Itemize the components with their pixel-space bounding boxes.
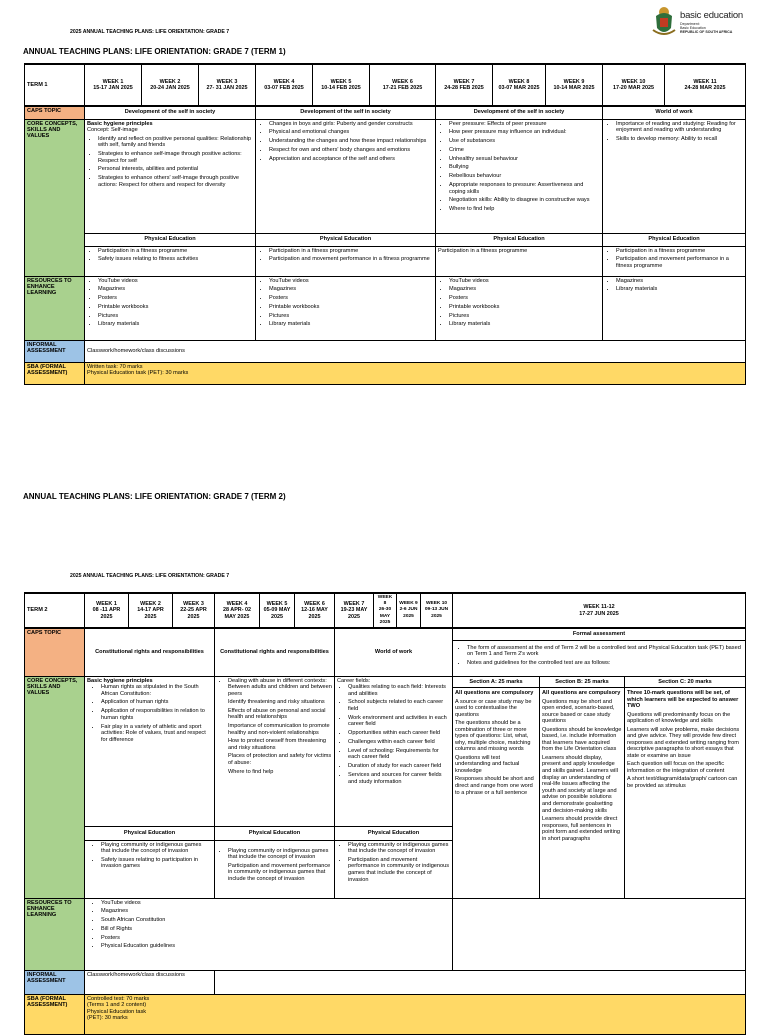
term2-sba-row — [25, 994, 746, 1034]
list-item: • Library materials — [269, 321, 433, 328]
list-item: • Magazines — [98, 286, 253, 293]
list-item: • How peer pressure may influence an individual: — [449, 129, 600, 136]
list-item: • Personal interests, abilities and potential — [98, 166, 253, 173]
list-item: • Application of human rights — [101, 699, 212, 706]
text-line: Learners will solve problems, make decisions and give advice. They will provide few direct responses and extended writing ranging from descriptive paragraphs to short essays that state or examine an issue — [627, 726, 740, 760]
list-item: • Rebellious behaviour — [449, 173, 600, 180]
list-item: • School subjects related to each career field — [348, 699, 450, 712]
pe-heading: Physical Education — [85, 826, 215, 840]
term1-informal-row — [25, 340, 746, 362]
list-item: • Work environment and activities in each career field — [348, 715, 450, 728]
term1-pe-header-row — [25, 233, 746, 246]
text-line: Learners should provide direct responses, full sentences in point form and extended writing in short paragraphs — [542, 815, 621, 842]
pe-cell — [215, 840, 335, 898]
list-item: • The form of assessment at the end of Term 2 will be a controlled test and Physical Education task (PET) based on Term 1 and Term 2's work — [467, 645, 745, 658]
core-cell — [256, 119, 436, 233]
informal-label: INFORMAL ASSESSMENT — [25, 970, 85, 994]
list-item: • Understanding the changes and how these impact relationships — [269, 138, 433, 145]
text-line: Effects of abuse on personal and social health and relationships — [228, 707, 326, 721]
list-item: • YouTube videos — [101, 900, 450, 907]
text-line: How to protect oneself from threatening and risky situations — [228, 738, 326, 751]
list-item: • YouTube videos — [269, 278, 433, 285]
text-line: Identify threatening and risky situations — [228, 699, 325, 706]
term1-core-row — [25, 119, 746, 233]
text-line: Questions may be short and open ended, scenario-based, source based or case study questions — [542, 698, 615, 725]
list-item: • Printable workbooks — [449, 304, 600, 311]
pe-heading: Physical Education — [85, 233, 256, 246]
week-cell: WEEK 10 09-13 JUN 2025 — [421, 593, 453, 628]
caps-topic: Constitutional rights and responsibilities — [85, 628, 215, 676]
running-header-2: 2025 ANNUAL TEACHING PLANS: LIFE ORIENTATION: GRADE 7 — [70, 573, 230, 579]
pe-heading: Physical Education — [335, 826, 453, 840]
list-item: • Unhealthy sexual behaviour — [449, 156, 600, 163]
text-line: All questions are compulsory — [542, 690, 621, 697]
term2-week-header-row — [25, 593, 746, 628]
term-label: TERM 1 — [25, 64, 85, 106]
list-item: • Printable workbooks — [269, 304, 433, 311]
list-item: • Qualities relating to each field: Interests and abilities — [348, 684, 450, 697]
informal-cell: Classwork/homework/class discussions — [85, 970, 215, 994]
week-cell: WEEK 2 14-17 APR 2025 — [129, 593, 173, 628]
week-cell: WEEK 1 15-17 JAN 2025 — [85, 64, 142, 106]
text-line: Questions should be knowledge based, i.e. include information that learners have acquired from the Life Orientation class — [542, 726, 622, 753]
text-line: Importance of communication to promote healthy and non-violent relationships — [228, 723, 330, 736]
list-item: • Printable workbooks — [98, 304, 253, 311]
list-item: • Negotiation skills: Ability to disagree in constructive ways — [449, 197, 600, 204]
list-item: • South African Constitution — [101, 917, 450, 924]
week-cell: WEEK 1 08 -11 APR 2025 — [85, 593, 129, 628]
week-cell: WEEK 5 05-09 MAY 2025 — [260, 593, 295, 628]
list-item: • Participation and movement performance in community or indigenous games that include the concept of invasion — [348, 857, 450, 883]
caps-topic: Development of the self in society — [256, 106, 436, 119]
section-a-cell: Section A: 25 marks All questions are compulsory A source or case study may be used to contextualise the questions The questions should be a combination of three or more types of questions: List, what, why, multiple choice, matching columns and missing words Questions will test understanding and factual knowledge Responses should be short and direct and range from one word to a phrase or a full sentence — [453, 676, 540, 898]
core-cell — [436, 119, 603, 233]
term1-pe-row — [25, 246, 746, 276]
pe-cell: Participation in a fitness programme — [436, 246, 603, 276]
list-item: • Peer pressure: Effects of peer pressure — [449, 121, 600, 128]
list-item: • Magazines — [269, 286, 433, 293]
list-item: • Bullying — [449, 164, 600, 171]
sba-label: SBA (FORMAL ASSESSMENT) — [25, 362, 85, 384]
pe-heading: Physical Education — [603, 233, 746, 246]
term-label: TERM 2 — [25, 593, 85, 628]
list-item: • Pictures — [449, 313, 600, 320]
pe-cell — [85, 840, 215, 898]
list-item: • Level of schooling: Requirements for each career field — [348, 748, 450, 761]
week-cell: WEEK 7 19-23 MAY 2025 — [335, 593, 374, 628]
term2-caps-row — [25, 628, 746, 676]
list-item: • Strategies to enhance others' self-image through positive actions: Respect for others and respect for diversity — [98, 175, 253, 188]
list-item: • Services and sources for career fields and study information — [348, 772, 450, 785]
week-cell: WEEK 8 03-07 MAR 2025 — [493, 64, 546, 106]
term2-informal-row — [25, 970, 746, 994]
text-line: Where to find help — [228, 768, 274, 775]
text-line: A short text/diagram/data/graph/ cartoon can be provided as stimulus — [627, 776, 738, 790]
resources-label: RESOURCES TO ENHANCE LEARNING — [25, 276, 85, 340]
week-cell: WEEK 10 17-20 MAR 2025 — [603, 64, 665, 106]
term1-table — [24, 63, 746, 385]
list-item: • Human rights as stipulated in the South African Constitution: — [101, 684, 212, 697]
pe-cell — [335, 840, 453, 898]
logo-title: basic education — [680, 10, 744, 21]
term1-title: ANNUAL TEACHING PLANS: LIFE ORIENTATION: GRADE 7 (TERM 1) — [23, 47, 286, 56]
list-item: • Posters — [269, 295, 433, 302]
list-item: • Library materials — [616, 286, 743, 293]
list-item: • Library materials — [98, 321, 253, 328]
text-line: Questions will predominantly focus on the application of knowledge and skills — [627, 711, 731, 725]
text-line: Questions will test understanding and factual knowledge — [455, 754, 520, 775]
resources-cell — [256, 276, 436, 340]
text-line: Each question will focus on the specific information or the integration of content — [627, 761, 725, 775]
resources-label: RESOURCES TO ENHANCE LEARNING — [25, 898, 85, 970]
week-cell: WEEK 4 03-07 FEB 2025 — [256, 64, 313, 106]
resources-cell — [85, 898, 453, 970]
week-cell: WEEK 6 17-21 FEB 2025 — [370, 64, 436, 106]
sba-cell: Controlled test: 70 marks (Terms 1 and 2 content) Physical Education task (PET): 30 marks — [85, 994, 746, 1034]
coat-of-arms-icon — [650, 4, 678, 38]
pe-cell — [256, 246, 436, 276]
term2-core-row — [25, 676, 746, 826]
week-cell: WEEK 6 12-16 MAY 2025 — [295, 593, 335, 628]
sba-label: SBA (FORMAL ASSESSMENT) — [25, 994, 85, 1034]
week-cell: WEEK 11 24-28 MAR 2025 — [665, 64, 746, 106]
list-item: • Duration of study for each career field — [348, 763, 450, 770]
list-item: • Magazines — [616, 278, 743, 285]
list-item: • Participation and movement performance in a fitness programme — [269, 256, 433, 263]
text-line: Three 10-mark questions will be set, of which learners will be expected to answer TWO — [627, 690, 739, 710]
text-line: All questions are compulsory — [455, 690, 534, 697]
week-cell: WEEK 4 28 APR- 02 MAY 2025 — [215, 593, 260, 628]
term1-caps-row — [25, 106, 746, 119]
week-cell: WEEK 9 2-6 JUN 2025 — [397, 593, 421, 628]
resources-cell — [85, 276, 256, 340]
list-item: • Participation and movement performance in a fitness programme — [616, 256, 743, 269]
informal-cell: Classwork/homework/class discussions — [85, 340, 746, 362]
logo-subtitle: Department: Basic Education REPUBLIC OF SOUTH AFRICA — [680, 22, 733, 35]
informal-empty — [215, 970, 746, 994]
core2-bullet — [228, 678, 332, 776]
term1-sba-row — [25, 362, 746, 384]
list-item: • Application of responsibilities in relation to human rights — [101, 708, 212, 721]
list-item: • Pictures — [269, 313, 433, 320]
week-cell: WEEK 5 10-14 FEB 2025 — [313, 64, 370, 106]
list-item: • Safety issues relating to fitness activities — [98, 256, 253, 263]
list-item: • Posters — [98, 295, 253, 302]
list-item: • Appropriate responses to pressure: Assertiveness and coping skills — [449, 182, 600, 195]
section-c-cell: Section C: 20 marks Three 10-mark questions will be set, of which learners will be expected to answer TWO Questions will predominantly focus on the application of knowledge and skills Learners will solve problems, make decisions and give advice. They will provide few direct responses and extended writing ranging from descriptive paragraphs to short essays that state or examine an issue Each question will focus on the specific information or the integration of content A short text/diagram/data/graph/ cartoon can be provided as stimulus — [625, 676, 746, 898]
caps-topic: Development of the self in society — [85, 106, 256, 119]
list-item: • Fair play in a variety of athletic and sport activities: Role of values, trust and respect for difference — [101, 724, 212, 744]
list-item: • Magazines — [449, 286, 600, 293]
text-line: Participation and movement performance in community or indigenous games that include the concept of invasion — [228, 862, 331, 882]
resources-empty — [453, 898, 746, 970]
list-item: • Safety issues relating to participation in invasion games — [101, 857, 212, 870]
list-item: • Posters — [449, 295, 600, 302]
caps-topic: Development of the self in society — [436, 106, 603, 119]
list-item: • Crime — [449, 147, 600, 154]
list-item: • Opportunities within each career field — [348, 730, 450, 737]
text-line: The questions should be a combination of three or more types of questions: List, what, why, multiple choice, matching columns and missing words — [455, 720, 531, 753]
list-item: • Appreciation and acceptance of the self and others — [269, 156, 433, 163]
core-cell — [603, 119, 746, 233]
list-item: • Pictures — [98, 313, 253, 320]
caps-label: CAPS TOPIC — [25, 106, 85, 119]
caps-topic: Constitutional rights and responsibilities — [215, 628, 335, 676]
list-item: • Use of substances — [449, 138, 600, 145]
core-cell: Career fields: • Qualities relating to each field: Interests and abilities • School subjects related to each career field • Work environment and activities in each career field • Opportunities within each career field • Challenges within each career field • Level of schooling: Requirements for each career field • Duration of study for each career field • Services and sources for career fields and study information — [335, 676, 453, 826]
core-label: CORE CONCEPTS, SKILLS AND VALUES — [25, 119, 85, 276]
core-cell: Basic hygiene principles Concept: Self-image • Identify and reflect on positive personal qualities: Relationship with self, family and friends • Strategies to enhance self-image through positive actions: Respect for self • Personal interests, abilities and potential • Strategies to enhance others' self-image through positive actions: Respect for others and respect for diversity — [85, 119, 256, 233]
list-item: • Respect for own and others' body changes and emotions — [269, 147, 433, 154]
text-line: • Playing community or indigenous games that include the concept of invasion — [228, 847, 329, 861]
list-item: • Posters — [101, 935, 450, 942]
list-item: • Physical Education guidelines — [101, 943, 450, 950]
week-cell: WEEK 7 24-28 FEB 2025 — [436, 64, 493, 106]
week-cell: WEEK 11-12 17-27 JUN 2025 — [453, 593, 746, 628]
list-item: • Notes and guidelines for the controlled test are as follows: — [467, 660, 745, 667]
list-item: • Strategies to enhance self-image through positive actions: Respect for self — [98, 151, 253, 164]
list-item: • Identify and reflect on positive personal qualities: Relationship with self, family and friends — [98, 136, 253, 149]
list-item: • YouTube videos — [449, 278, 600, 285]
core-cell: Basic hygiene principles • Human rights as stipulated in the South African Constitution: • Application of human rights • Application of responsibilities in relation to human rights • Fair play in a variety of athletic and sport activities: Role of values, trust and respect for difference — [85, 676, 215, 826]
list-item: • Changes in boys and girls: Puberty and gender constructs — [269, 121, 433, 128]
formal-assessment-cell: Formal assessment • The form of assessment at the end of Term 2 will be a controlled test and Physical Education task (PET) based on Term 1 and Term 2's work • Notes and guidelines for the controlled test are as follows: — [453, 628, 746, 676]
pe-cell — [603, 246, 746, 276]
pe-cell — [85, 246, 256, 276]
term2-table — [24, 592, 746, 1035]
text-line: Learners should display, present and apply knowledge and skills gained. Learners will display an understanding of real-life issues affecting the youth and society at large and advise on possible solutions and demonstrate goalsetting and decision-making skills — [542, 754, 618, 814]
list-item: • Playing community or indigenous games that include the concept of invasion — [101, 842, 212, 855]
week-cell: WEEK 3 22-25 APR 2025 — [173, 593, 215, 628]
list-item: • Where to find help — [449, 206, 600, 213]
pe-heading: Physical Education — [215, 826, 335, 840]
week-cell: WEEK 3 27- 31 JAN 2025 — [199, 64, 256, 106]
caps-topic: World of work — [603, 106, 746, 119]
text-line: • Dealing with abuse in different contexts: Between adults and children and between peers — [228, 677, 332, 697]
list-item: • Physical and emotional changes — [269, 129, 433, 136]
sba-cell: Written task: 70 marks Physical Education task (PET): 30 marks — [85, 362, 746, 384]
core-cell — [215, 676, 335, 826]
list-item: • Skills to develop memory: Ability to recall — [616, 136, 743, 143]
pe-heading: Physical Education — [256, 233, 436, 246]
term2-resources-row — [25, 898, 746, 970]
list-item: • Participation in a fitness programme — [616, 248, 743, 255]
section-b-cell: Section B: 25 marks All questions are compulsory Questions may be short and open ended, scenario-based, source based or case study questions Questions should be knowledge based, i.e. include information that learners have acquired from the Life Orientation class Learners should display, present and apply knowledge and skills gained. Learners will display an understanding of real-life issues affecting the youth and society at large and advise on possible solutions and demonstrate goalsetting and decision-making skills Learners should provide direct responses, full sentences in point form and extended writing in short paragraphs — [540, 676, 625, 898]
caps-topic: World of work — [335, 628, 453, 676]
list-item: • Participation in a fitness programme — [98, 248, 253, 255]
list-item: • Playing community or indigenous games that include the concept of invasion — [348, 842, 450, 855]
list-item: • Magazines — [101, 908, 450, 915]
running-header: 2025 ANNUAL TEACHING PLANS: LIFE ORIENTATION: GRADE 7 — [70, 29, 230, 35]
text-line: A source or case study may be used to contextualise the questions — [455, 698, 532, 718]
list-item: • Bill of Rights — [101, 926, 450, 933]
term1-resources-row — [25, 276, 746, 340]
term1-week-header-row — [25, 64, 746, 106]
informal-label: INFORMAL ASSESSMENT — [25, 340, 85, 362]
week-cell: WEEK 8 26-30 MAY 2025 — [374, 593, 397, 628]
caps-label: CAPS TOPIC — [25, 628, 85, 676]
list-item: • Library materials — [449, 321, 600, 328]
text-line: Responses should be short and direct and range from one word to a phrase or a full sentence — [455, 776, 534, 796]
week-cell: WEEK 2 20-24 JAN 2025 — [142, 64, 199, 106]
resources-cell — [603, 276, 746, 340]
list-item: • YouTube videos — [98, 278, 253, 285]
core-label: CORE CONCEPTS, SKILLS AND VALUES — [25, 676, 85, 898]
list-item: • Challenges within each career field — [348, 739, 450, 746]
term2-title: ANNUAL TEACHING PLANS: LIFE ORIENTATION: GRADE 7 (TERM 2) — [23, 492, 286, 501]
pe-heading: Physical Education — [436, 233, 603, 246]
text-line: Places of protection and safety for victims of abuse: — [228, 753, 332, 767]
list-item: • Participation in a fitness programme — [269, 248, 433, 255]
resources-cell — [436, 276, 603, 340]
week-cell: WEEK 9 10-14 MAR 2025 — [546, 64, 603, 106]
list-item: • Importance of reading and studying: Reading for enjoyment and reading with understanding — [616, 121, 743, 134]
